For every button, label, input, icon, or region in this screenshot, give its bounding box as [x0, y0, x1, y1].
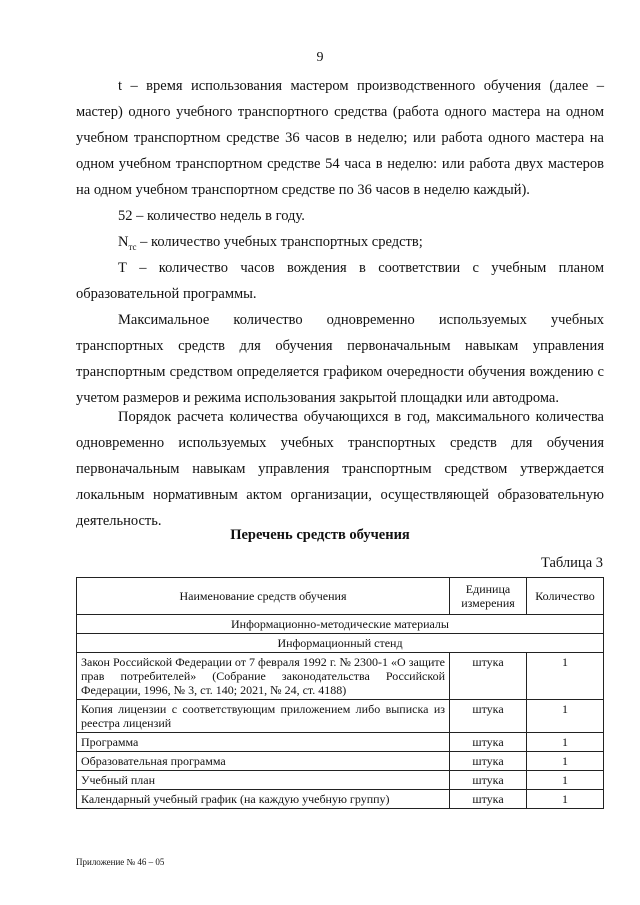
paragraph-definition-t: t – время использования мастером производственного обучения (далее – мастер) одного учебного транспортного средства (работа одного мастера на одном учебном транспортном средстве 36 часов в неделю; или работа одного мастера на одном учебном транспортном средстве 54 часа в неделю: или работа двух мастеров на одном учебном транспортном средстве по 36 часов в неделю каждый). — [76, 78, 604, 198]
table-caption: Таблица 3 — [540, 555, 603, 571]
paragraph-definition-52: 52 – количество недель в году. — [118, 208, 305, 224]
row-name: Учебный план — [77, 771, 450, 790]
symbol-subscript: тс — [128, 241, 137, 252]
row-quantity: 1 — [527, 790, 604, 809]
row-name: Копия лицензии с соответствующим приложением либо выписка из реестра лицензий — [77, 700, 450, 733]
row-name: Закон Российской Федерации от 7 февраля 1992 г. № 2300-1 «О защите прав потребителей» (Собрание законодательства Российской Федерации, 1996, № 3, ст. 140; 2021, № 24, ст. 4188) — [77, 653, 450, 700]
group-info-methodical: Информационно-методические материалы — [77, 615, 604, 634]
table-header-row — [77, 578, 604, 615]
table-row — [77, 752, 604, 771]
row-unit: штука — [450, 733, 527, 752]
paragraph-max-vehicles: Максимальное количество одновременно используемых учебных транспортных средств для обучения первоначальным навыкам управления транспортным средством определяется графиком очередности обучения вождению с учетом размеров и режима использования закрытой площадки или автодрома. — [76, 312, 604, 406]
table-group-row — [77, 615, 604, 634]
row-quantity: 1 — [527, 700, 604, 733]
table-row — [77, 771, 604, 790]
group-info-stand: Информационный стенд — [77, 634, 604, 653]
row-unit: штука — [450, 752, 527, 771]
row-quantity: 1 — [527, 733, 604, 752]
table-row — [77, 653, 604, 700]
table-row — [77, 700, 604, 733]
header-name: Наименование средств обучения — [77, 578, 450, 615]
table-row — [77, 790, 604, 809]
row-quantity: 1 — [527, 771, 604, 790]
definition-text: – количество учебных транспортных средств; — [136, 234, 423, 250]
footer-appendix-note: Приложение № 46 – 05 — [76, 857, 165, 867]
section-title: Перечень средств обучения — [230, 527, 410, 543]
symbol-n: N — [118, 234, 129, 250]
header-quantity: Количество — [527, 578, 604, 615]
page-number: 9 — [316, 50, 324, 65]
header-unit: Единица измерения — [450, 578, 527, 615]
table-group-row — [77, 634, 604, 653]
row-name: Программа — [77, 733, 450, 752]
row-unit: штука — [450, 700, 527, 733]
row-unit: штука — [450, 790, 527, 809]
row-quantity: 1 — [527, 752, 604, 771]
training-means-table — [76, 577, 604, 809]
row-unit: штука — [450, 653, 527, 700]
paragraph-calculation-order: Порядок расчета количества обучающихся в год, максимального количества одновременно используемых учебных транспортных средств для обучения первоначальным навыкам управления транспортным средством утверждается локальным нормативным актом организации, осуществляющей образовательную деятельность. — [76, 409, 604, 529]
row-name: Календарный учебный график (на каждую учебную группу) — [77, 790, 450, 809]
row-name: Образовательная программа — [77, 752, 450, 771]
table-row — [77, 733, 604, 752]
paragraph-definition-T: Т – количество часов вождения в соответствии с учебным планом образовательной программы. — [76, 260, 604, 302]
row-quantity: 1 — [527, 653, 604, 700]
row-unit: штука — [450, 771, 527, 790]
